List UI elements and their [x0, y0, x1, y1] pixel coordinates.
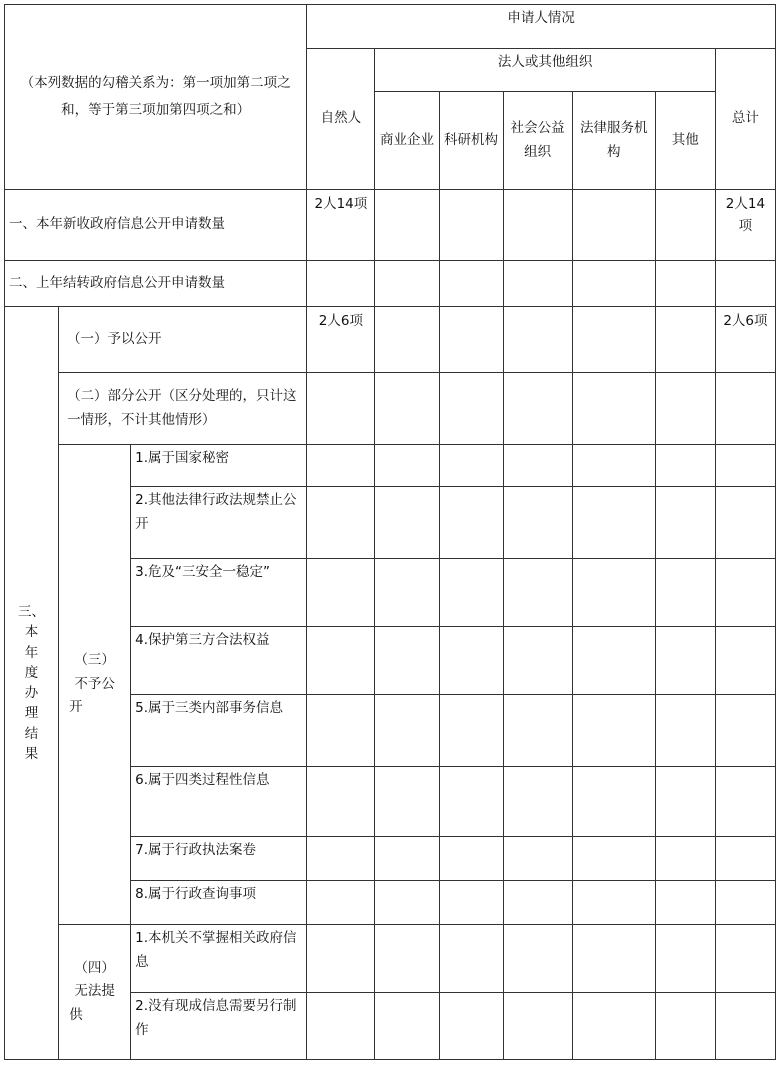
empty-cell	[307, 373, 375, 445]
empty-cell	[375, 881, 439, 925]
total-header: 总计	[715, 49, 775, 190]
empty-cell	[307, 445, 375, 487]
empty-cell	[655, 767, 715, 837]
disclosed-natural: 2人6项	[307, 307, 375, 373]
empty-cell	[572, 559, 655, 627]
table-row	[5, 373, 776, 445]
social-welfare-header: 社会公益组织	[503, 92, 572, 190]
empty-cell	[655, 190, 715, 261]
empty-cell	[715, 837, 775, 881]
section3-char: 度	[24, 664, 39, 681]
empty-cell	[655, 373, 715, 445]
not-disclosed-item: 6.属于四类过程性信息	[131, 767, 307, 837]
table-row	[5, 925, 776, 993]
section3-char: 三、	[18, 604, 46, 620]
not-disclosed-label	[59, 445, 131, 925]
empty-cell	[655, 487, 715, 559]
table-row	[5, 307, 776, 373]
empty-cell	[655, 695, 715, 767]
cannot-provide-line: 供	[69, 1006, 83, 1023]
empty-cell	[503, 190, 572, 261]
empty-cell	[439, 695, 503, 767]
not-disclosed-item: 1.属于国家秘密	[131, 445, 307, 487]
empty-cell	[375, 627, 439, 695]
empty-cell	[715, 695, 775, 767]
new-requests-total: 2人14项	[715, 190, 775, 261]
empty-cell	[375, 925, 439, 993]
empty-cell	[503, 559, 572, 627]
empty-cell	[375, 767, 439, 837]
legal-or-org-header: 法人或其他组织	[375, 49, 715, 92]
empty-cell	[715, 261, 775, 307]
empty-cell	[503, 881, 572, 925]
empty-cell	[572, 993, 655, 1060]
empty-cell	[572, 925, 655, 993]
not-disclosed-item: 7.属于行政执法案卷	[131, 837, 307, 881]
cannot-provide-line: （四）	[74, 959, 115, 976]
empty-cell	[307, 627, 375, 695]
empty-cell	[503, 925, 572, 993]
not-disclosed-item: 4.保护第三方合法权益	[131, 627, 307, 695]
not-disclosed-item: 3.危及“三安全一稳定”	[131, 559, 307, 627]
commercial-header: 商业企业	[375, 92, 439, 190]
empty-cell	[375, 837, 439, 881]
table-row	[5, 445, 776, 487]
empty-cell	[572, 445, 655, 487]
empty-cell	[439, 993, 503, 1060]
partial-label: （二）部分公开（区分处理的，只计这一情形，不计其他情形）	[59, 373, 307, 445]
disclosed-total: 2人6项	[715, 307, 775, 373]
empty-cell	[439, 837, 503, 881]
empty-cell	[572, 190, 655, 261]
empty-cell	[655, 445, 715, 487]
new-requests-natural: 2人14项	[307, 190, 375, 261]
report-table-wrapper	[4, 4, 776, 1066]
empty-cell	[439, 261, 503, 307]
empty-cell	[375, 190, 439, 261]
section3-char: 果	[24, 745, 39, 762]
empty-cell	[715, 487, 775, 559]
disclosed-label: （一）予以公开	[59, 307, 307, 373]
empty-cell	[439, 487, 503, 559]
empty-cell	[307, 487, 375, 559]
empty-cell	[439, 881, 503, 925]
empty-cell	[655, 261, 715, 307]
empty-cell	[439, 307, 503, 373]
empty-cell	[307, 559, 375, 627]
empty-cell	[307, 993, 375, 1060]
empty-cell	[572, 307, 655, 373]
gov-info-disclosure-table	[4, 4, 776, 1060]
empty-cell	[307, 261, 375, 307]
empty-cell	[715, 627, 775, 695]
header-row-1	[5, 5, 776, 49]
new-requests-label: 一、本年新收政府信息公开申请数量	[5, 190, 307, 261]
empty-cell	[715, 445, 775, 487]
section3-label	[5, 307, 59, 1060]
section3-char: 理	[24, 705, 39, 722]
section3-char: 办	[24, 685, 39, 701]
other-header: 其他	[655, 92, 715, 190]
empty-cell	[439, 627, 503, 695]
legal-service-header: 法律服务机构	[572, 92, 655, 190]
empty-cell	[307, 695, 375, 767]
empty-cell	[307, 767, 375, 837]
empty-cell	[439, 559, 503, 627]
applicant-info-header: 申请人情况	[307, 5, 776, 49]
not-disclosed-item: 2.其他法律行政法规禁止公开	[131, 487, 307, 559]
empty-cell	[307, 837, 375, 881]
empty-cell	[503, 767, 572, 837]
cannot-provide-line: 无法提	[74, 983, 115, 1000]
empty-cell	[503, 373, 572, 445]
section3-char: 年	[24, 644, 39, 661]
cannot-provide-item: 1.本机关不掌握相关政府信息	[131, 925, 307, 993]
table-row	[5, 190, 776, 261]
table-row	[5, 261, 776, 307]
empty-cell	[572, 627, 655, 695]
empty-cell	[655, 559, 715, 627]
empty-cell	[503, 993, 572, 1060]
empty-cell	[572, 767, 655, 837]
carried-over-label: 二、上年结转政府信息公开申请数量	[5, 261, 307, 307]
empty-cell	[655, 881, 715, 925]
empty-cell	[375, 373, 439, 445]
empty-cell	[439, 373, 503, 445]
empty-cell	[439, 767, 503, 837]
empty-cell	[375, 445, 439, 487]
section3-char: 本	[24, 624, 39, 641]
stub-note-cell	[5, 5, 307, 190]
empty-cell	[715, 373, 775, 445]
empty-cell	[503, 445, 572, 487]
empty-cell	[375, 487, 439, 559]
not-disclosed-line: 不予公	[74, 675, 115, 692]
empty-cell	[375, 559, 439, 627]
empty-cell	[307, 881, 375, 925]
empty-cell	[503, 837, 572, 881]
empty-cell	[715, 925, 775, 993]
empty-cell	[307, 925, 375, 993]
empty-cell	[439, 925, 503, 993]
empty-cell	[715, 767, 775, 837]
empty-cell	[715, 559, 775, 627]
empty-cell	[503, 307, 572, 373]
natural-person-header: 自然人	[307, 49, 375, 190]
empty-cell	[572, 837, 655, 881]
research-header: 科研机构	[439, 92, 503, 190]
empty-cell	[503, 627, 572, 695]
empty-cell	[572, 261, 655, 307]
cannot-provide-label	[59, 925, 131, 1060]
empty-cell	[572, 373, 655, 445]
cannot-provide-item: 2.没有现成信息需要另行制作	[131, 993, 307, 1060]
not-disclosed-line: 开	[69, 699, 83, 716]
empty-cell	[375, 261, 439, 307]
empty-cell	[439, 445, 503, 487]
empty-cell	[439, 190, 503, 261]
empty-cell	[375, 695, 439, 767]
empty-cell	[572, 881, 655, 925]
empty-cell	[715, 881, 775, 925]
empty-cell	[655, 837, 715, 881]
empty-cell	[572, 487, 655, 559]
empty-cell	[503, 261, 572, 307]
empty-cell	[503, 487, 572, 559]
empty-cell	[655, 627, 715, 695]
empty-cell	[572, 695, 655, 767]
empty-cell	[375, 993, 439, 1060]
empty-cell	[655, 925, 715, 993]
not-disclosed-line: （三）	[74, 652, 115, 669]
not-disclosed-item: 8.属于行政查询事项	[131, 881, 307, 925]
empty-cell	[655, 993, 715, 1060]
section3-char: 结	[24, 725, 39, 742]
not-disclosed-item: 5.属于三类内部事务信息	[131, 695, 307, 767]
empty-cell	[655, 307, 715, 373]
empty-cell	[503, 695, 572, 767]
empty-cell	[715, 993, 775, 1060]
empty-cell	[375, 307, 439, 373]
stub-note: （本列数据的勾稽关系为：第一项加第二项之和，等于第三项加第四项之和）	[20, 75, 291, 118]
